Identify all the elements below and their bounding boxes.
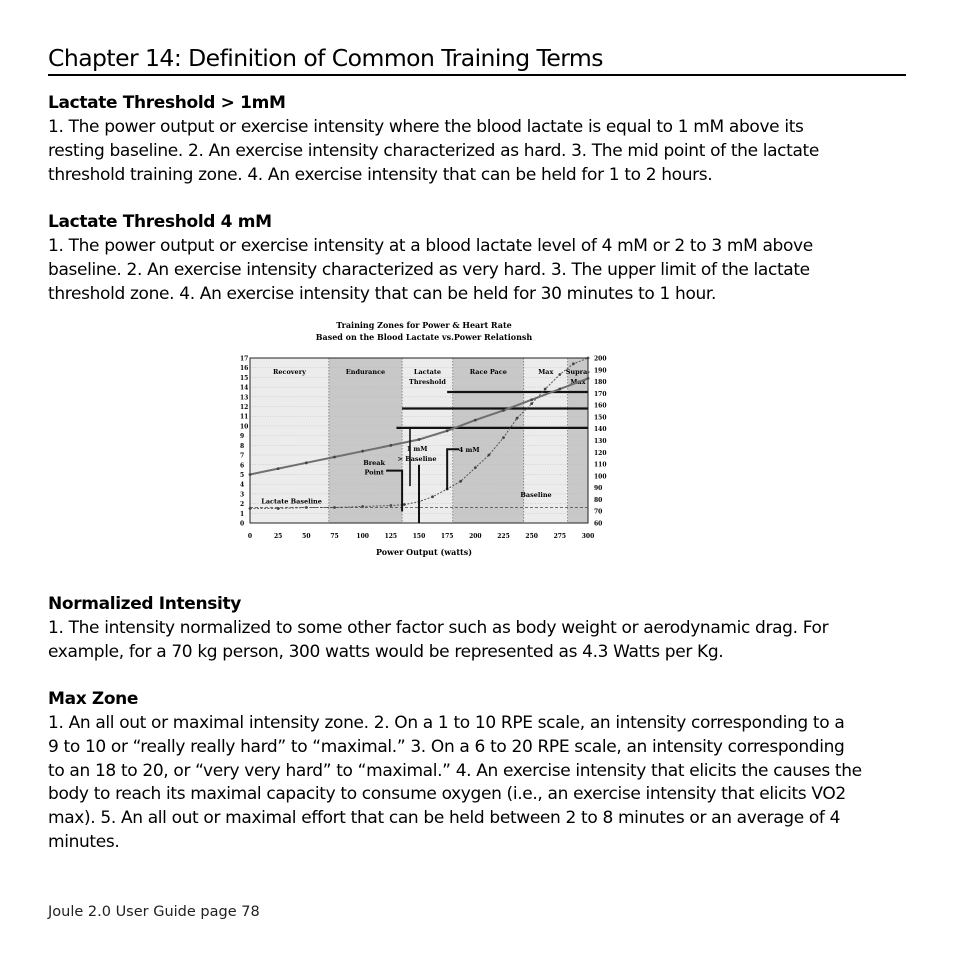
x-tick-label: 125 (384, 533, 398, 540)
data-point (403, 503, 406, 506)
zone-label: Max (538, 368, 554, 376)
zone-label: Supra- (565, 368, 591, 376)
y-tick-label: 2 (240, 501, 245, 509)
definition-line: to an 18 to 20, or “very very hard” to “maximal.” 4. An exercise intensity that elicits the causes the (48, 760, 862, 781)
y2-tick-label: 110 (594, 461, 607, 469)
y2-tick-label: 180 (594, 379, 607, 387)
x-tick-label: 175 (440, 533, 454, 540)
chart-subtitle: Based on the Blood Lactate vs.Power Relationsh (315, 332, 533, 342)
data-point (277, 467, 280, 470)
definition-line: body to reach its maximal capacity to consume oxygen (i.e., an exercise intensity that elicits VO2 (48, 784, 846, 805)
term-heading-lactate-threshold-4mm: Lactate Threshold 4 mM (48, 212, 272, 232)
y-tick-label: 10 (240, 423, 249, 431)
y-tick-label: 4 (240, 481, 245, 489)
term-definition-lactate-threshold-1mm (48, 116, 906, 187)
definition-line: 1. An all out or maximal intensity zone. 2. On a 1 to 10 RPE scale, an intensity corresponding to a (48, 713, 845, 733)
annotation-label: Baseline (520, 490, 552, 499)
annotation-label: Point (364, 468, 384, 477)
y-tick-label: 1 (240, 510, 245, 518)
x-tick-label: 50 (302, 533, 311, 540)
data-point (487, 454, 490, 457)
y-tick-label: 15 (240, 374, 249, 382)
y-tick-label: 5 (240, 471, 245, 479)
y-tick-label: 6 (240, 462, 245, 470)
data-point (516, 417, 519, 420)
x-tick-label: 200 (469, 533, 482, 540)
data-point (474, 419, 477, 422)
y-tick-label: 3 (240, 491, 245, 499)
annotation-label: Break (363, 458, 385, 467)
data-point (587, 377, 590, 380)
term-definition-max-zone (48, 712, 906, 855)
annotation-label: Lactate Baseline (261, 497, 322, 506)
zone-band (329, 358, 402, 523)
zone-label: Lactate (413, 368, 441, 376)
y2-tick-label: 100 (594, 473, 607, 481)
definition-line: 1. The power output or exercise intensity at a blood lactate level of 4 mM or 2 to 3 mM above (48, 236, 813, 256)
y2-tick-label: 90 (594, 485, 603, 493)
data-point (361, 450, 364, 453)
data-point (502, 409, 505, 412)
data-point (474, 466, 477, 469)
data-point (544, 388, 547, 391)
zone-band (453, 358, 524, 523)
data-point (530, 398, 533, 401)
y-tick-label: 9 (240, 433, 245, 441)
term-definition-normalized-intensity (48, 617, 906, 665)
definition-line: example, for a 70 kg person, 300 watts would be represented as 4.3 Watts per Kg. (48, 641, 724, 662)
data-point (446, 429, 449, 432)
data-point (389, 444, 392, 447)
zone-label: Max (570, 378, 586, 386)
annotation-label: > Baseline (397, 454, 437, 463)
y-tick-label: 8 (240, 442, 245, 450)
x-tick-label: 250 (525, 533, 538, 540)
y-tick-label: 0 (240, 520, 245, 528)
annotation-label: 4 mM (458, 446, 480, 455)
zone-label: Endurance (345, 368, 386, 376)
y-tick-label: 12 (240, 404, 249, 412)
data-point (459, 480, 462, 483)
y-tick-label: 14 (240, 384, 249, 392)
page-title: Chapter 14: Definition of Common Training Terms (48, 44, 603, 72)
data-point (558, 388, 561, 391)
y2-tick-label: 60 (594, 520, 603, 528)
data-point (558, 373, 561, 376)
y2-tick-label: 190 (594, 367, 607, 375)
data-point (502, 436, 505, 439)
y-tick-label: 13 (240, 394, 249, 402)
definition-line: 9 to 10 or “really really hard” to “maximal.” 3. On a 6 to 20 RPE scale, an intensity corresponding (48, 736, 845, 757)
data-point (389, 504, 392, 507)
data-point (530, 402, 533, 405)
x-tick-label: 225 (497, 533, 510, 540)
definition-line: threshold training zone. 4. An exercise intensity that can be held for 1 to 2 hours. (48, 164, 713, 185)
x-tick-label: 25 (273, 533, 283, 540)
term-heading-max-zone: Max Zone (48, 689, 139, 709)
definition-line: threshold zone. 4. An exercise intensity that can be held for 30 minutes to 1 hour. (48, 283, 717, 304)
y-tick-label: 17 (240, 355, 249, 363)
data-point (249, 473, 252, 476)
x-tick-label: 100 (356, 533, 369, 540)
term-definition-lactate-threshold-4mm (48, 235, 906, 306)
y-tick-label: 7 (240, 452, 245, 460)
x-tick-label: 75 (330, 533, 339, 540)
data-point (333, 456, 336, 459)
data-point (572, 362, 575, 365)
data-point (418, 438, 421, 441)
data-point (431, 495, 434, 498)
y2-tick-label: 200 (594, 355, 607, 363)
y-tick-label: 11 (240, 413, 249, 421)
x-tick-label: 275 (553, 533, 567, 540)
x-tick-label: 150 (412, 533, 426, 540)
definition-line: max). 5. An all out or maximal effort that can be held between 2 to 8 minutes or an average of 4 (48, 808, 841, 829)
zone-label: Recovery (272, 368, 306, 376)
definition-line: 1. The power output or exercise intensity where the blood lactate is equal to 1 mM above its (48, 117, 804, 137)
definition-line: baseline. 2. An exercise intensity characterized as very hard. 3. The upper limit of the lactate (48, 259, 810, 280)
definition-line: resting baseline. 2. An exercise intensity characterized as hard. 3. The mid point of the lactate (48, 140, 819, 161)
x-tick-label: 0 (247, 533, 253, 540)
x-tick-label: 300 (581, 533, 595, 540)
term-heading-lactate-threshold-1mm: Lactate Threshold > 1mM (48, 93, 286, 113)
y2-tick-label: 160 (594, 402, 607, 410)
chart-title: Training Zones for Power & Heart Rate (336, 320, 512, 330)
zone-label: Threshold (409, 378, 446, 386)
annotation-label: 1 mM (406, 445, 428, 454)
y-tick-label: 16 (240, 365, 249, 373)
zone-label: Race Pace (469, 368, 507, 376)
chart-x-axis-label: Power Output (watts) (375, 547, 473, 557)
page-footer: Joule 2.0 User Guide page 78 (48, 904, 260, 920)
y2-tick-label: 80 (594, 496, 603, 504)
y2-tick-label: 140 (594, 426, 607, 434)
y2-tick-label: 130 (594, 438, 607, 445)
training-zones-chart (234, 318, 614, 566)
title-divider (48, 74, 906, 76)
definition-line: minutes. (48, 831, 120, 852)
data-point (587, 357, 590, 360)
term-heading-normalized-intensity: Normalized Intensity (48, 594, 241, 614)
y2-tick-label: 120 (594, 449, 607, 457)
definition-line: 1. The intensity normalized to some other factor such as body weight or aerodynamic drag. For (48, 618, 829, 638)
data-point (305, 461, 308, 464)
y2-tick-label: 70 (594, 508, 603, 516)
y2-tick-label: 150 (594, 414, 607, 422)
y2-tick-label: 170 (594, 390, 607, 398)
